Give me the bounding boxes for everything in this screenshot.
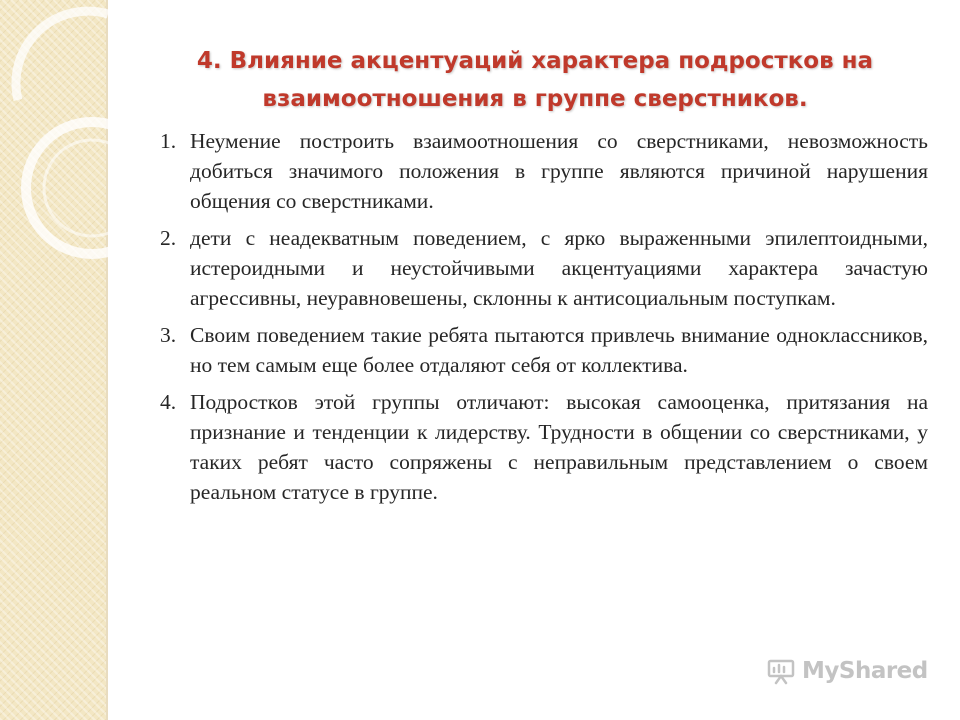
list-item-number: 4. (160, 390, 177, 414)
list-item (160, 387, 928, 507)
list-item (160, 223, 928, 313)
watermark[interactable] (766, 656, 928, 686)
list-item-text: Неумение построить взаимоотношения со сверстниками, невозможность добиться значимого положения в группе являются причиной нарушения общения со сверстниками. (190, 129, 928, 213)
list-item-number: 2. (160, 226, 177, 250)
list-item (160, 126, 928, 216)
list-item-text: Своим поведением такие ребята пытаются привлечь внимание одноклассников, но тем самым еще более отдаляют себя от коллектива. (190, 323, 928, 377)
decorative-arc-top (16, 11, 108, 100)
list-item-number: 3. (160, 323, 177, 347)
presentation-board-icon (766, 656, 796, 686)
list-item-number: 1. (160, 129, 177, 153)
list-item-text: дети с неадекватным поведением, с ярко выраженными эпилептоидными, истероидными и неустойчивыми акцентуациями характера зачастую агрессивны, неуравновешены, склонны к антисоциальным поступкам. (190, 226, 928, 310)
list-item-text: Подростков этой группы отличают: высокая самооценка, притязания на признание и тенденции к лидерству. Трудности в общении со сверстниками, у таких ребят часто сопряжены с неправильным представлением о своем реальном статусе в группе. (190, 390, 928, 504)
decorative-ring-large (26, 122, 158, 254)
numbered-list (160, 126, 928, 514)
decorative-ring-inner (44, 140, 140, 236)
watermark-label: MyShared (802, 658, 928, 684)
list-item (160, 320, 928, 380)
slide-title: 4. Влияние акцентуаций характера подростков на взаимоотношения в группе сверстников. (196, 48, 874, 112)
